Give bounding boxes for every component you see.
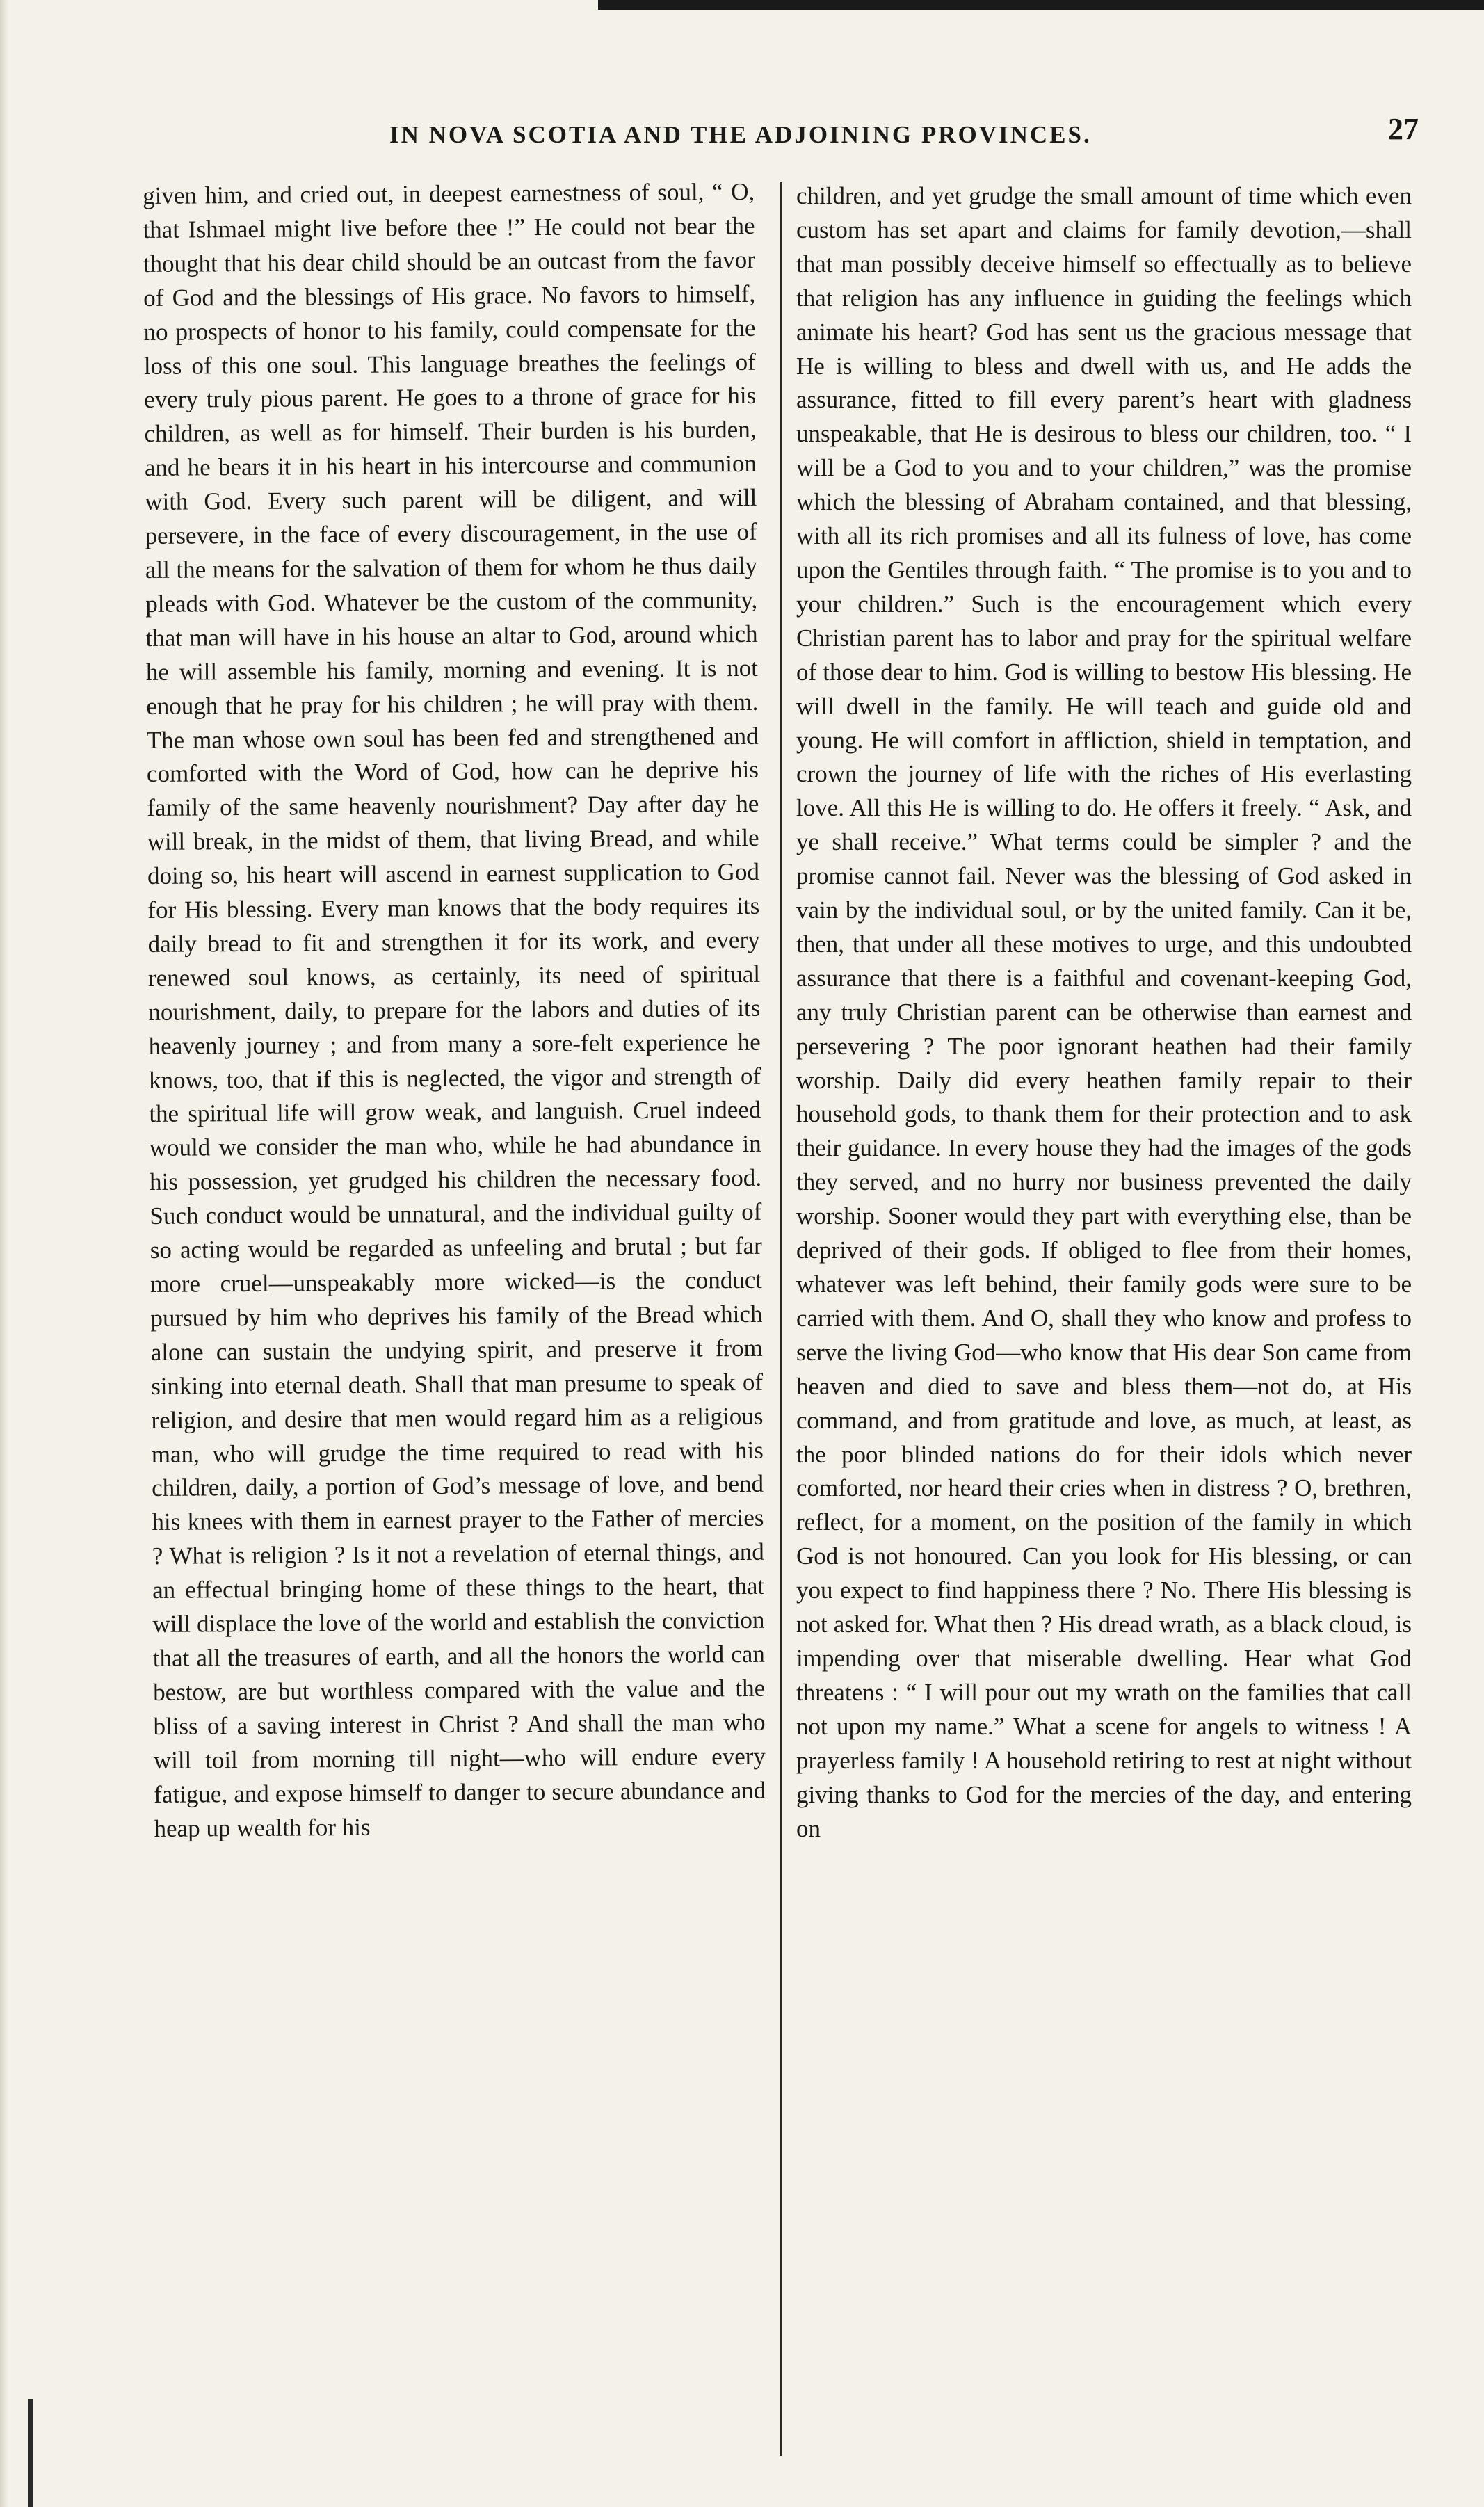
- page-header: [160, 111, 1433, 160]
- top-ink-rule: [598, 0, 1484, 10]
- right-column-text: children, and yet grudge the small amount of time which even custom has set apart and claims for family devotion,—shall that man possibly deceive himself so effectually as to believe that religion has any influence in guiding the feelings which animate his heart? God has sent us the gracious message that He is willing to bless and dwell with us, and He adds the assurance, fitted to fill every parent’s heart with gladness unspeakable, that He is desirous to bless our children, too. “ I will be a God to you and to your children,” was the promise which the blessing of Abraham contained, and that blessing, with all its rich promises and all its fulness of love, has come upon the Gentiles through faith. “ The promise is to you and to your children.” Such is the encouragement which every Christian parent has to labor and pray for the spiritual welfare of those dear to him. God is willing to bestow His blessing. He will dwell in the family. He will teach and guide old and young. He will comfort in affliction, shield in temptation, and crown the journey of life with the riches of His everlasting love. All this He is willing to do. He offers it freely. “ Ask, and ye shall receive.” What terms could be simpler ? and the promise cannot fail. Never was the blessing of God asked in vain by the individual soul, or by the united family. Can it be, then, that under all these motives to urge, and this undoubted assurance that there is a faithful and covenant-keeping God, any truly Christian parent can be otherwise than earnest and persevering ? The poor ignorant heathen had their family worship. Daily did every heathen family repair to their household gods, to thank them for their protection and to ask their guidance. In every house they had the images of the gods they served, and no hurry nor business prevented the daily worship. Sooner would they part with everything else, than be deprived of their gods. If obliged to flee from their homes, whatever was left behind, their family gods were sure to be carried with them. And O, shall they who know and profess to serve the living God—who know that His dear Son came from heaven and died to save and bless them—not do, at His command, and from gratitude and love, as much, at least, as the poor blinded nations do for their idols which never comforted, nor heard their cries when in distress ? O, brethren, reflect, for a moment, on the position of the family in which God is not honoured. Can you look for His blessing, or can you expect to find happiness there ? No. There His blessing is not asked for. What then ? His dread wrath, as a black cloud, is impending over that miserable dwelling. Hear what God threatens : “ I will pour out my wrath on the families that call not upon my name.” What a scene for angels to witness ! A prayerless family ! A household retiring to rest at night without giving thanks to God for the mercies of the day, and entering on: [796, 182, 1412, 1842]
- text-column-left: [143, 175, 766, 1846]
- running-head: IN NOVA SCOTIA AND THE ADJOINING PROVINCES.: [389, 121, 1092, 148]
- text-column-right: [796, 179, 1412, 1846]
- page-edge-mark: [28, 2399, 33, 2507]
- left-column-text: given him, and cried out, in deepest earnestness of soul, “ O, that Ishmael might live before thee !” He could not bear the thought that his dear child should be an outcast from the favor of God and the blessings of His grace. No favors to himself, no prospects of honor to his family, could compensate for the loss of this one soul. This language breathes the feelings of every truly pious parent. He goes to a throne of grace for his children, as well as for himself. Their burden is his burden, and he bears it in his heart in his intercourse and communion with God. Every such parent will be diligent, and will persevere, in the face of every discouragement, in the use of all the means for the salvation of them for whom he thus daily pleads with God. Whatever be the custom of the community, that man will have in his house an altar to God, around which he will assemble his family, morning and evening. It is not enough that he pray for his children ; he will pray with them. The man whose own soul has been fed and strengthened and comforted with the Word of God, how can he deprive his family of the same heavenly nourishment? Day after day he will break, in the midst of them, that living Bread, and while doing so, his heart will ascend in earnest supplication to God for His blessing. Every man knows that the body requires its daily bread to fit and strengthen it for its work, and every renewed soul knows, as certainly, its need of spiritual nourishment, daily, to prepare for the labors and duties of its heavenly journey ; and from many a sore-felt experience he knows, too, that if this is neglected, the vigor and strength of the spiritual life will grow weak, and languish. Cruel indeed would we consider the man who, while he had abundance in his possession, yet grudged his children the necessary food. Such conduct would be unnatural, and the individual guilty of so acting would be regarded as unfeeling and brutal ; but far more cruel—unspeakably more wicked—is the conduct pursued by him who deprives his family of the Bread which alone can sustain the undying spirit, and preserve it from sinking into eternal death. Shall that man presume to speak of religion, and desire that men would regard him as a religious man, who will grudge the time required to read with his children, daily, a portion of God’s message of love, and bend his knees with them in earnest prayer to the Father of mercies ? What is religion ? Is it not a revelation of eternal things, and an effectual bringing home of these things to the heart, that will displace the love of the world and establish the conviction that all the treasures of earth, and all the honors the world can bestow, are but worthless compared with the value and the bliss of a saving interest in Christ ? And shall the man who will toil from morning till night—who will endure every fatigue, and expose himself to danger to secure abundance and heap up wealth for his: [143, 177, 766, 1842]
- page-gutter-shadow: [0, 0, 8, 2507]
- column-divider: [780, 182, 782, 2456]
- page-number: 27: [1388, 112, 1419, 146]
